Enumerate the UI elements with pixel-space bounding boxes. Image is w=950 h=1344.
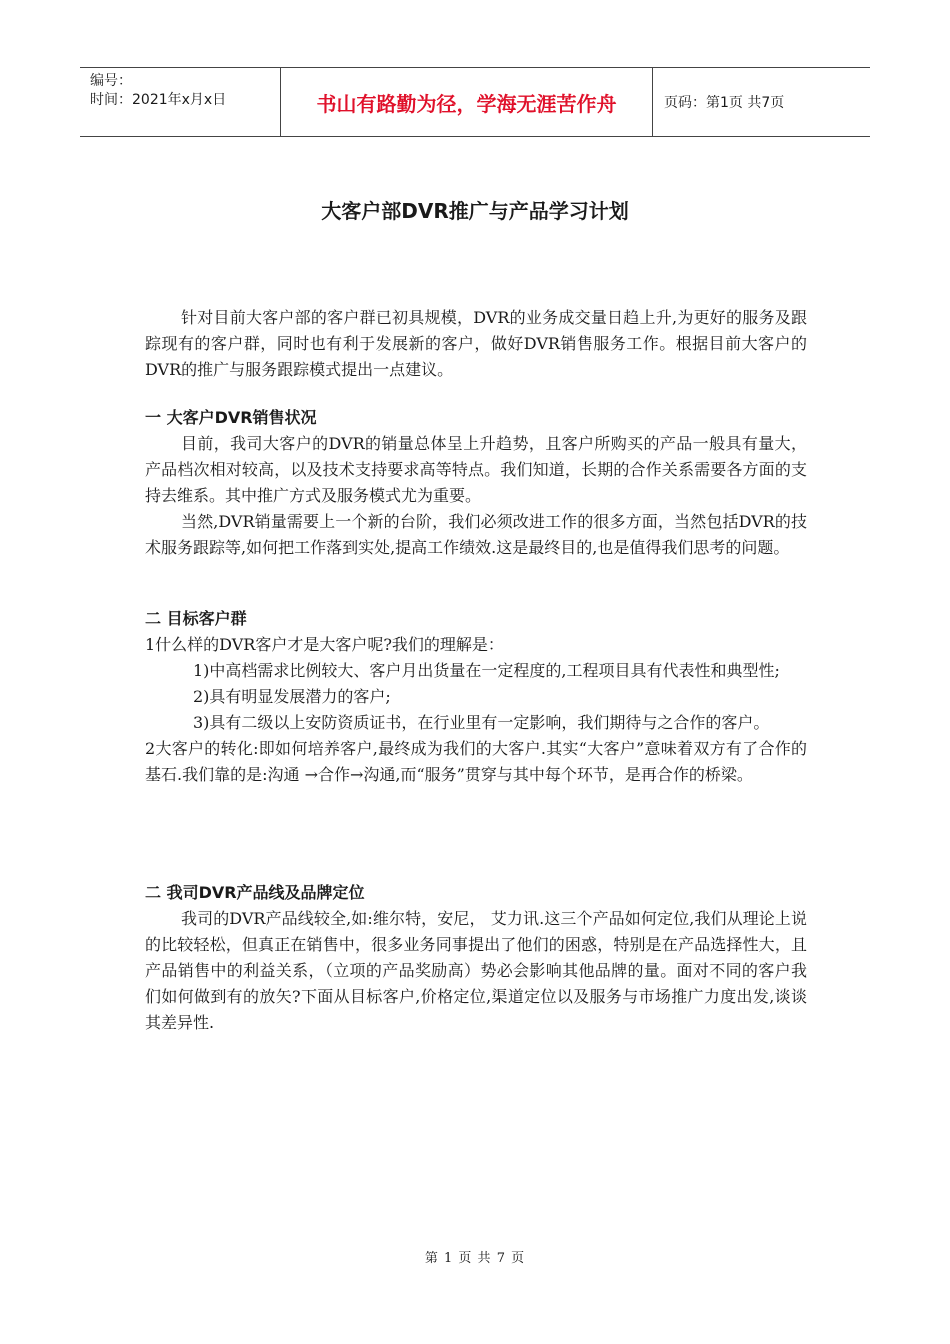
section-3-paragraph-1: 我司的DVR产品线较全,如:维尔特，安尼， 艾力讯.这三个产品如何定位,我们从理论上说的比较轻松，但真正在销售中，很多业务同事提出了他们的困惑，特别是在产品选择性大，且产品销售中的利益关系，（立项的产品奖励高）势必会影响其他品牌的量。面对不同的客户我们如何做到有的放矢?下面从目标客户,价格定位,渠道定位以及服务与市场推广力度出发,谈谈其差异性. — [145, 909, 807, 1032]
section-2-heading: 二 目标客户群 — [145, 609, 247, 628]
header-meta-cell — [80, 68, 281, 136]
section-2-item-2: 2)具有明显发展潜力的客户; — [193, 687, 391, 706]
doc-date-label: 时间：2021年x月x日 — [90, 92, 227, 108]
page-footer: 第 1 页 共 7 页 — [424, 1251, 526, 1266]
document-title: 大客户部DVR推广与产品学习计划 — [321, 199, 629, 223]
section-2-item-3: 3)具有二级以上安防资质证书，在行业里有一定影响，我们期待与之合作的客户。 — [193, 713, 770, 732]
section-1-paragraph-1: 目前，我司大客户的DVR的销量总体呈上升趋势，且客户所购买的产品一般具有量大，产品档次相对较高，以及技术支持要求高等特点。我们知道，长期的合作关系需要各方面的支持去维系。其中推广方式及服务模式尤为重要。 — [145, 434, 807, 505]
section-1-heading: 一 大客户DVR销售状况 — [145, 408, 317, 427]
section-3 — [145, 880, 807, 1036]
intro-block — [145, 305, 807, 383]
doc-number-label: 编号： — [90, 73, 132, 89]
section-2 — [145, 606, 807, 788]
section-2-question-1: 1什么样的DVR客户才是大客户呢?我们的理解是： — [145, 635, 504, 654]
header-table — [80, 67, 870, 137]
header-page-info: 页码：第1页 共7页 — [664, 95, 785, 111]
section-1-paragraph-2: 当然,DVR销量需要上一个新的台阶，我们必须改进工作的很多方面，当然包括DVR的技术服务跟踪等,如何把工作落到实处,提高工作绩效.这是最终目的,也是值得我们思考的问题。 — [145, 512, 807, 557]
intro-paragraph: 针对目前大客户部的客户群已初具规模，DVR的业务成交量日趋上升,为更好的服务及跟踪现有的客户群，同时也有利于发展新的客户，做好DVR销售服务工作。根据目前大客户的DVR的推广与服务跟踪模式提出一点建议。 — [145, 308, 807, 379]
section-1 — [145, 405, 807, 561]
section-2-question-2: 2大客户的转化:即如何培养客户,最终成为我们的大客户.其实“大客户”意味着双方有了合作的基石.我们靠的是:沟通 →合作→沟通,而“服务”贯穿与其中每个环节，是再合作的桥梁。 — [145, 739, 807, 784]
header-motto: 书山有路勤为径，学海无涯苦作舟 — [281, 68, 653, 136]
section-2-item-1: 1)中高档需求比例较大、客户月出货量在一定程度的,工程项目具有代表性和典型性; — [193, 661, 780, 680]
section-3-heading: 二 我司DVR产品线及品牌定位 — [145, 883, 365, 902]
